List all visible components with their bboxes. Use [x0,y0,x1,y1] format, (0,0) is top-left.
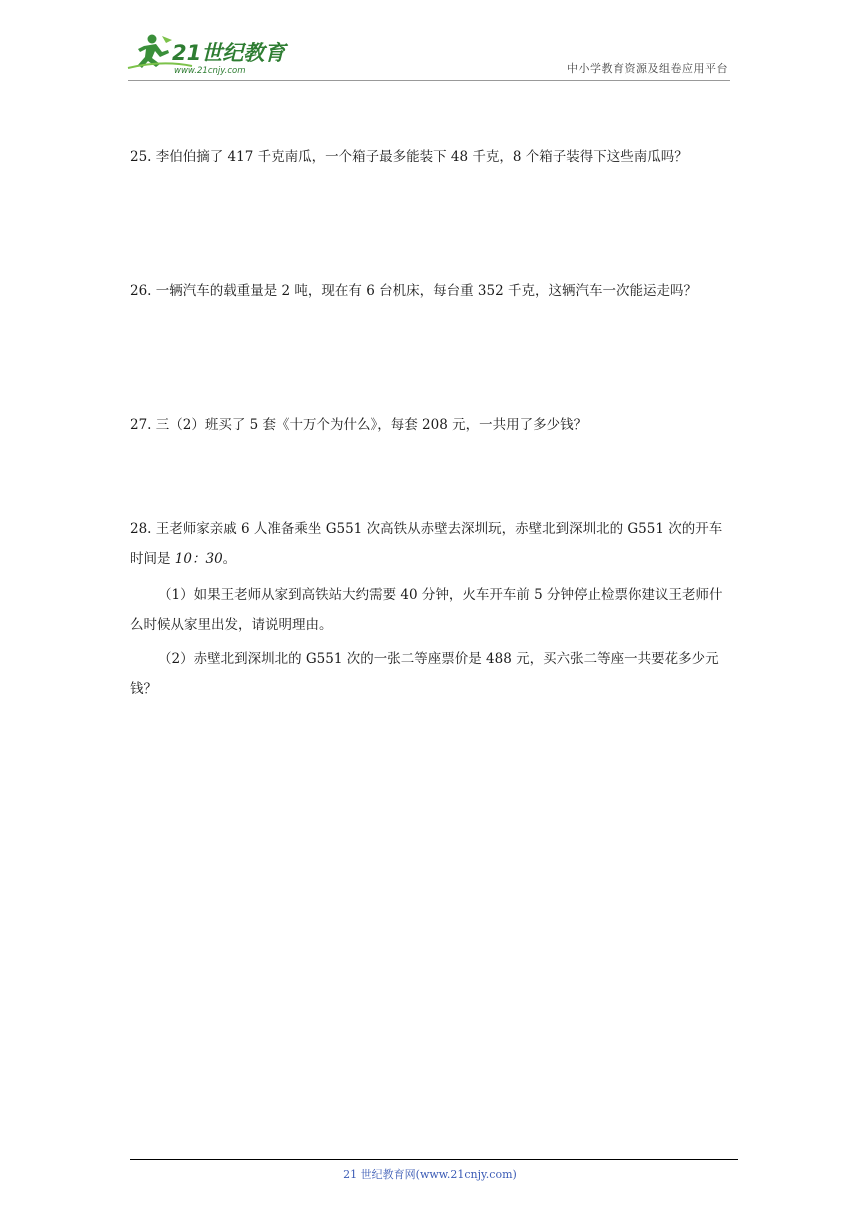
header-divider [128,80,730,81]
footer-link[interactable]: 21 世纪教育网(www.21cnjy.com) [343,1168,517,1181]
question-28-part-2: （2）赤壁北到深圳北的 G551 次的一张二等座票价是 488 元，买六张二等座一共要花多少元钱？ [130,651,719,697]
departure-time: 10：30 [174,551,223,567]
logo [122,30,292,76]
question-27: 27. 三（2）班买了 5 套《十万个为什么》，每套 208 元，一共用了多少钱？ [130,417,588,433]
question-26: 26. 一辆汽车的载重量是 2 吨，现在有 6 台机床，每台重 352 千克，这辆汽车一次能运走吗？ [130,283,697,299]
question-28-part-1: （1）如果王老师从家到高铁站大约需要 40 分钟，火车开车前 5 分钟停止检票你建议王老师什么时候从家里出发，请说明理由。 [130,587,723,633]
question-28-intro [130,514,732,574]
question-25: 25. 李伯伯摘了 417 千克南瓜，一个箱子最多能装下 48 千克，8 个箱子装得下这些南瓜吗？ [130,149,688,165]
page-header [122,30,728,80]
logo-main-text: 21世纪教育 [172,41,286,65]
question-28-text: 28. 王老师家亲戚 6 人准备乘坐 G551 次高铁从赤壁去深圳玩，赤壁北到深圳北的 G551 次的开车时间是 [130,521,723,567]
platform-name: 中小学教育资源及组卷应用平台 [567,62,728,75]
logo-url-text: www.21cnjy.com [174,66,246,76]
footer-divider [130,1159,738,1160]
question-28 [130,514,732,704]
question-28-end: 。 [222,551,237,567]
